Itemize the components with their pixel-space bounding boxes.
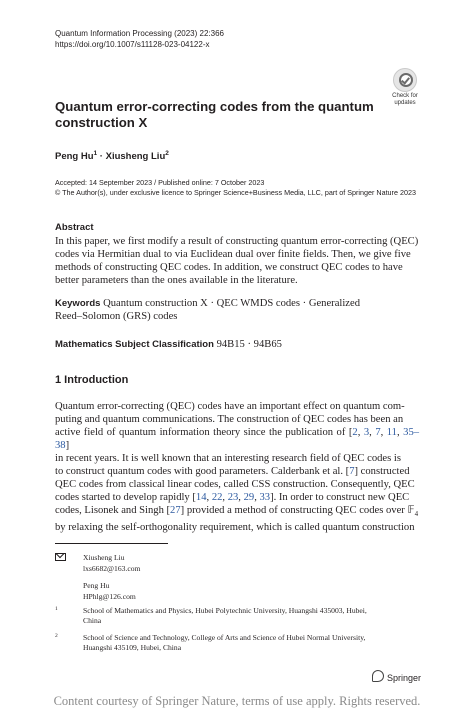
- msc-label: Mathematics Subject Classification: [55, 339, 214, 350]
- author-name[interactable]: Peng Hu: [55, 151, 94, 163]
- publisher-name: Springer: [387, 673, 422, 683]
- doi-link[interactable]: https://doi.org/10.1007/s11128-023-04122-x: [55, 40, 210, 49]
- affiliation-number: 2: [55, 633, 58, 639]
- copyright-line: © The Author(s), under exclusive licence to Springer Science+Business Media, LLC, part of Springer Nature 2023: [55, 188, 416, 197]
- msc-classification: [55, 338, 419, 351]
- author-name[interactable]: Xiusheng Liu: [105, 151, 166, 163]
- contact-email[interactable]: lxs6682@163.com: [83, 564, 141, 573]
- abstract-line: In this paper, we first modify a result of constructing quantum error-correcting (QEC): [55, 236, 419, 247]
- check-updates-line1: Check for: [392, 93, 418, 99]
- accepted-published-line: Accepted: 14 September 2023 / Published online: 7 October 2023: [55, 178, 265, 187]
- publication-dates: [55, 178, 416, 198]
- citation-link[interactable]: 27: [170, 505, 181, 516]
- paper-title: Quantum error-correcting codes from the quantum construction X: [55, 99, 374, 130]
- courtesy-notice: Content courtesy of Springer Nature, terms of use apply. Rights reserved.: [53, 694, 421, 708]
- msc-value: 94B15 · 94B65: [216, 339, 282, 350]
- introduction-body: Quantum error-correcting (QEC) codes have an important effect on quantum com- puting and quantum communications. The construction of QEC codes has been an active field of quantum information theory since the publication of [2, 3, 7, 11, 35–38] in recent years. It is well known that an interesting research field of QEC codes is to construct quantum codes with good parameters. Calderbank et al. [7] constructed QEC codes from classical linear codes, called CSS construction. Consequently, QEC codes started to develop rapidly [14, 22, 23, 29, 33]. In order to construct new QEC codes, Lisonek and Singh [27] provided a method of constructing QEC codes over 𝔽$_4$ by relaxing the self-orthogonality requirement, which is called quantum construction: [55, 401, 420, 534]
- abstract-line: better parameters than the ones available in the literature.: [55, 275, 298, 286]
- citation-link[interactable]: 23: [227, 492, 239, 503]
- citation-link[interactable]: 11: [386, 427, 397, 438]
- journal-citation: Quantum Information Processing (2023) 22:366: [55, 29, 224, 38]
- citation-link[interactable]: 3: [363, 427, 370, 438]
- corresponding-contact: [55, 552, 295, 602]
- keywords-label: Keywords: [55, 298, 101, 309]
- journal-header: [55, 28, 224, 50]
- springer-horse-icon: [372, 670, 384, 682]
- envelope-icon: [55, 553, 66, 561]
- abstract-line: codes via Hermitian dual to via Euclidean dual over finite fields. Then, we give five: [55, 249, 411, 260]
- keywords: [55, 297, 419, 323]
- author-list: [55, 150, 169, 162]
- contact-name: Peng Hu: [83, 581, 110, 590]
- author-affiliation-mark: 2: [165, 150, 169, 157]
- abstract-heading: Abstract: [55, 222, 94, 233]
- contact-name: Xiusheng Liu: [83, 553, 125, 562]
- citation-link[interactable]: 33: [259, 492, 271, 503]
- publisher-logo: [372, 670, 421, 683]
- author-separator: ·: [97, 151, 106, 163]
- citation-link[interactable]: 35–38: [55, 427, 420, 451]
- citation-link[interactable]: 7: [349, 466, 355, 477]
- affiliation: 2 School of Science and Technology, College of Arts and Science of Hubei Normal University, Huangshi 435109, Hubei, China: [55, 633, 366, 652]
- check-for-updates-icon: [393, 68, 417, 92]
- section-heading: 1 Introduction: [55, 374, 129, 386]
- keywords-line: Quantum construction X · QEC WMDS codes · Generalized: [103, 298, 360, 309]
- check-updates-line2: updates: [394, 100, 416, 106]
- author-affiliation-mark: 1: [93, 150, 98, 157]
- footnote-rule: [55, 543, 168, 544]
- citation-link[interactable]: 22: [211, 492, 223, 503]
- abstract-body: [55, 235, 419, 287]
- citation-link[interactable]: 7: [375, 427, 381, 438]
- abstract-line: methods of constructing QEC codes. In addition, we construct QEC codes to have: [55, 262, 403, 273]
- contact-email[interactable]: HPhlg@126.com: [83, 592, 136, 601]
- affiliation-number: 1: [55, 606, 58, 612]
- affiliation: 1 School of Mathematics and Physics, Hubei Polytechnic University, Huangshi 435003, Hubei, China: [55, 606, 367, 625]
- check-for-updates-badge[interactable]: [389, 68, 421, 107]
- citation-link[interactable]: 29: [243, 492, 255, 503]
- citation-link[interactable]: 2: [352, 427, 358, 438]
- keywords-line: Reed–Solomon (GRS) codes: [55, 311, 178, 322]
- citation-link[interactable]: 14: [195, 492, 207, 503]
